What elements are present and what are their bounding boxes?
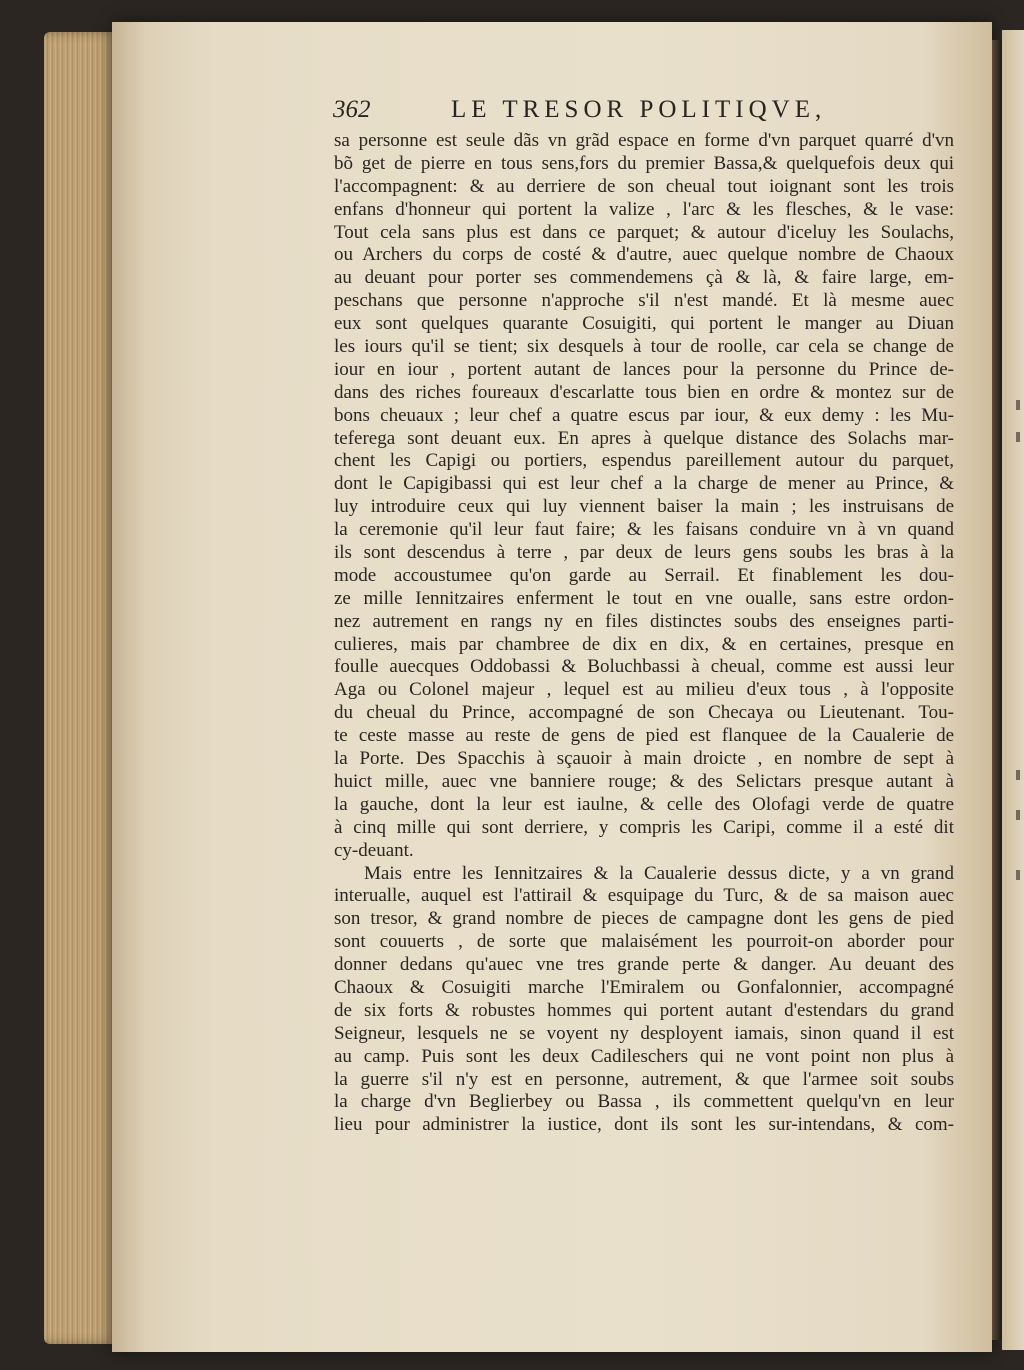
text-line: luy introduire ceux qui luy viennent baiser la main ; les instruisans de [334,496,954,518]
text-line: enfans d'honneur qui portent la valize , l'arc & les flesches, & le vase: [334,198,954,220]
text-line: foulle auecques Oddobassi & Boluchbassi à cheual, comme est aussi leur [334,656,954,678]
text-line: cy-deuant. [334,839,414,861]
text-line: teferega sont deuant eux. En apres à quelque distance des Solachs mar- [334,427,954,449]
running-title: LE TRESOR POLITIQVE, [451,96,827,123]
text-line: Tout cela sans plus est dans ce parquet; & autour d'iceluy les Soulachs, [334,221,954,243]
text-line: Seigneur, lesquels ne se voyent ny desployent iamais, sinon quand il est [334,1022,954,1044]
facing-page-mark [1016,810,1020,820]
text-line: interualle, auquel est l'attirail & esquipage du Turc, & de sa maison auec [334,885,954,907]
text-line: culieres, mais par chambree de dix en dix, & en certaines, presque en [334,633,954,655]
text-line: bons cheuaux ; leur chef a quatre escus par iour, & eux demy : les Mu- [334,404,954,426]
text-line: ils sont descendus à terre , par deux de leurs gens soubs les bras à la [334,542,954,564]
facing-page-mark [1016,432,1020,442]
text-line: l'accompagnent: & au derriere de son cheual tout ioignant sont les trois [334,175,954,197]
book-fore-edge [44,32,118,1344]
text-line: dont le Capigibassi qui est leur chef a la charge de mener au Prince, & [334,473,954,495]
text-line: te ceste masse au reste de gens de pied est flanquee de la Caualerie de [334,725,954,747]
text-line: eux sont quelques quarante Cosuigiti, qui portent le manger au Diuan [334,313,954,335]
text-line: bõ get de pierre en tous sens,fors du premier Bassa,& quelquefois deux qui [334,152,954,174]
text-line: la Porte. Des Spacchis à sçauoir à main droicte , en nombre de sept à [334,748,954,770]
text-line: les iours qu'il se tient; six desquels à tour de roolle, car cela se change de [334,336,954,358]
text-line: au camp. Puis sont les deux Cadileschers qui ne vont point non plus à [334,1045,954,1067]
text-line: ou Archers du corps de costé & d'autre, auec quelque nombre de Chaoux [334,244,954,266]
text-line: nez autrement en rangs ny en files distinctes soubs des enseignes parti- [334,610,954,632]
text-line: la ceremonie qu'il leur faut faire; & les faisans conduire vn à vn quand [334,519,954,541]
facing-page-edge [1002,30,1024,1350]
text-line: chent les Capigi ou portiers, espendus pareillement autour du parquet, [334,450,954,472]
text-line: ze mille Iennitzaires enferment le tout en vne oualle, sans estre ordon- [334,587,954,609]
facing-page-mark [1016,870,1020,880]
book-gutter [992,40,1002,1340]
page-number: 362 [333,96,371,123]
text-line: sont couuerts , de sorte que malaisément les pourroit-on aborder pour [334,931,954,953]
text-line: son tresor, & grand nombre de pieces de campagne dont les gens de pied [334,908,954,930]
text-line: peschans que personne n'approche s'il n'est mandé. Et là mesme auec [334,290,954,312]
facing-page-mark [1016,400,1020,410]
text-line: huict mille, auec vne banniere rouge; & des Selictars presque autant à [334,770,954,792]
text-line: Chaoux & Cosuigiti marche l'Emiralem ou Gonfalonnier, accompagné [334,976,954,998]
text-line: lieu pour administrer la iustice, dont ils sont les sur-intendans, & com- [334,1114,954,1136]
facing-page-mark [1016,770,1020,780]
text-line: la charge d'vn Beglierbey ou Bassa , ils commettent quelqu'vn en leur [334,1091,954,1113]
text-line: iour en iour , portent autant de lances pour la personne du Prince de- [334,358,954,380]
text-line: la gauche, dont la leur est iaulne, & celle des Olofagi verde de quatre [334,793,954,815]
text-line: sa personne est seule dãs vn grãd espace en forme d'vn parquet quarré d'vn [334,130,954,151]
text-line: Mais entre les Iennitzaires & la Caualerie dessus dicte, y a vn grand [364,862,954,884]
text-line: de six forts & robustes hommes qui portent autant d'estendars du grand [334,999,954,1021]
text-line: dans des riches foureaux d'escarlatte tous bien en ordre & montez sur de [334,381,954,403]
text-line: à cinq mille qui sont derriere, y compris les Caripi, comme il a esté dit [334,816,954,838]
text-line: la guerre s'il n'y est en personne, autrement, & que l'armee soit soubs [334,1068,954,1090]
text-line: du cheual du Prince, accompagné de son Checaya ou Lieutenant. Tou- [334,702,954,724]
text-line: donner dedans qu'auec vne tres grande perte & danger. Au deuant des [334,954,954,976]
text-line: au deuant pour porter ses commendemens çà & là, & faire large, em- [334,267,954,289]
text-line: mode accoustumee qu'on garde au Serrail. Et finablement les dou- [334,564,954,586]
running-head [333,96,963,132]
body-text [334,130,954,1137]
text-line: Aga ou Colonel majeur , lequel est au milieu d'eux tous , à l'opposite [334,679,954,701]
